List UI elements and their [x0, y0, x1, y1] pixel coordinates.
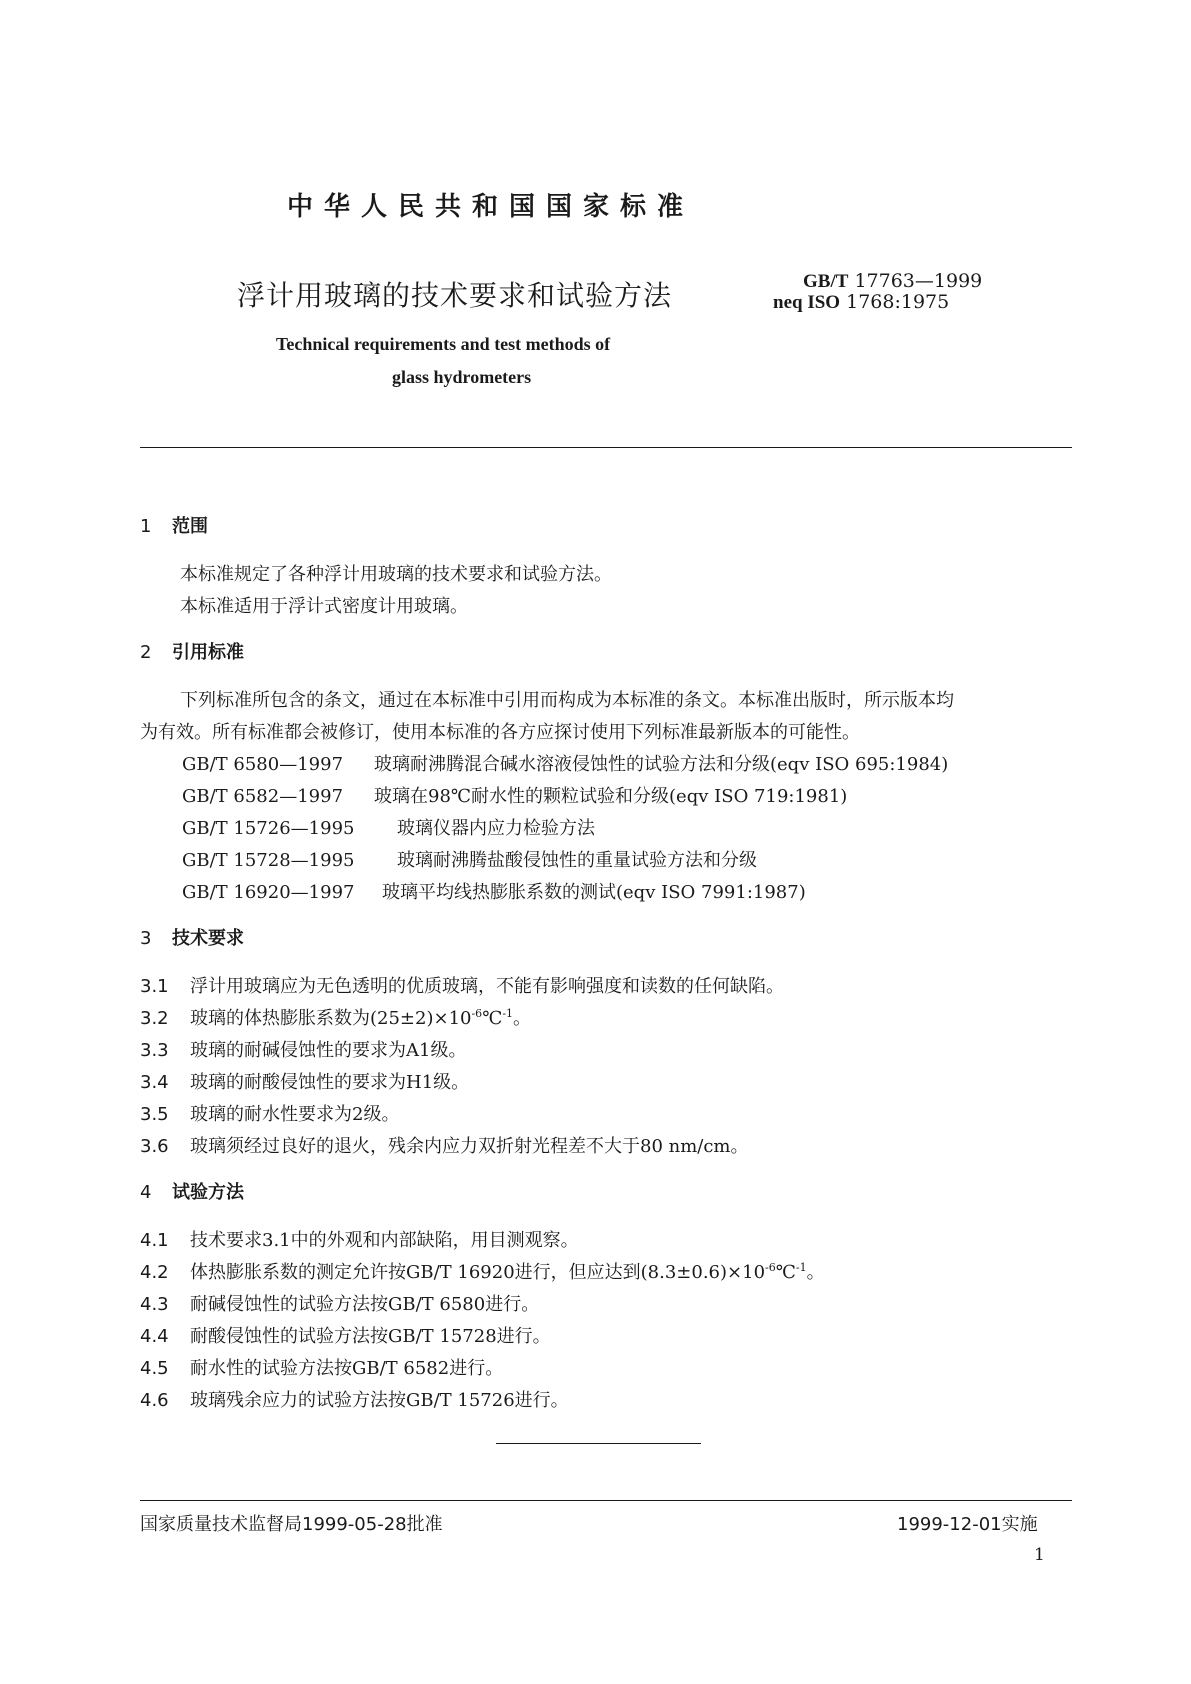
header-divider	[140, 447, 1072, 448]
test-method-item: 4.6 玻璃残余应力的试验方法按GB/T 15726进行。	[140, 1390, 569, 1411]
requirement-item: 3.5 玻璃的耐水性要求为2级。	[140, 1104, 400, 1125]
requirement-item: 3.3 玻璃的耐碱侵蚀性的要求为A1级。	[140, 1040, 467, 1061]
page-number: 1	[1034, 1545, 1045, 1565]
equivalent-prefix: neq ISO	[773, 292, 841, 313]
english-title-line2: glass hydrometers	[392, 367, 532, 387]
equivalent-standard	[773, 291, 949, 314]
footer-divider	[140, 1500, 1072, 1501]
requirement-item: 3.2 玻璃的体热膨胀系数为$(25\pm 2)\times 10^{-6}℃^{-1}$。	[140, 1007, 532, 1029]
test-method-item: 4.3 耐碱侵蚀性的试验方法按GB/T 6580进行。	[140, 1294, 540, 1315]
references-intro-line1: 下列标准所包含的条文，通过在本标准中引用而构成为本标准的条文。本标准出版时，所示版本均	[180, 690, 954, 711]
requirement-item: 3.1 浮计用玻璃应为无色透明的优质玻璃，不能有影响强度和读数的任何缺陷。	[140, 976, 784, 997]
section-heading-scope: 1 范围	[140, 516, 208, 537]
document-title: 浮计用玻璃的技术要求和试验方法	[237, 279, 673, 312]
standard-code-number: 17763—1999	[854, 270, 983, 292]
section-heading-requirements: 3 技术要求	[140, 928, 244, 949]
standard-code	[803, 270, 982, 293]
reference-item: GB/T 15726—1995 玻璃仪器内应力检验方法	[182, 818, 595, 839]
reference-item: GB/T 16920—1997 玻璃平均线热膨胀系数的测试(eqv ISO 7991:1987)	[182, 882, 806, 903]
english-title-line1: Technical requirements and test methods of	[276, 334, 611, 354]
reference-item: GB/T 6582—1997 玻璃在98℃耐水性的颗粒试验和分级(eqv ISO 719:1981)	[182, 786, 848, 807]
section-heading-references: 2 引用标准	[140, 642, 244, 663]
end-of-content-rule	[496, 1443, 701, 1444]
equivalent-number: 1768:1975	[846, 291, 950, 313]
test-method-item: 4.2 体热膨胀系数的测定允许按GB/T 16920进行，但应达到$(8.3\pm 0.6)\times 10^{-6}℃^{-1}$。	[140, 1261, 825, 1283]
references-intro-line2: 为有效。所有标准都会被修订，使用本标准的各方应探讨使用下列标准最新版本的可能性。	[140, 722, 860, 743]
approval-date: 国家质量技术监督局1999-05-28批准	[140, 1514, 443, 1535]
standard-header-title: 中华人民共和国国家标准	[287, 192, 695, 222]
test-method-item: 4.1 技术要求3.1中的外观和内部缺陷，用目测观察。	[140, 1230, 579, 1251]
requirement-item: 3.4 玻璃的耐酸侵蚀性的要求为H1级。	[140, 1072, 470, 1093]
scope-paragraph-1: 本标准规定了各种浮计用玻璃的技术要求和试验方法。	[180, 564, 612, 585]
reference-item: GB/T 15728—1995 玻璃耐沸腾盐酸侵蚀性的重量试验方法和分级	[182, 850, 757, 871]
test-method-item: 4.4 耐酸侵蚀性的试验方法按GB/T 15728进行。	[140, 1326, 551, 1347]
section-heading-test-methods: 4 试验方法	[140, 1182, 244, 1203]
implementation-date: 1999-12-01实施	[897, 1514, 1038, 1535]
reference-item: GB/T 6580—1997 玻璃耐沸腾混合碱水溶液侵蚀性的试验方法和分级(eqv ISO 695:1984)	[182, 754, 949, 775]
requirement-item: 3.6 玻璃须经过良好的退火，残余内应力双折射光程差不大于80 nm/cm。	[140, 1136, 749, 1157]
standard-code-prefix: GB/T	[803, 271, 849, 292]
scope-paragraph-2: 本标准适用于浮计式密度计用玻璃。	[180, 596, 468, 617]
test-method-item: 4.5 耐水性的试验方法按GB/T 6582进行。	[140, 1358, 504, 1379]
